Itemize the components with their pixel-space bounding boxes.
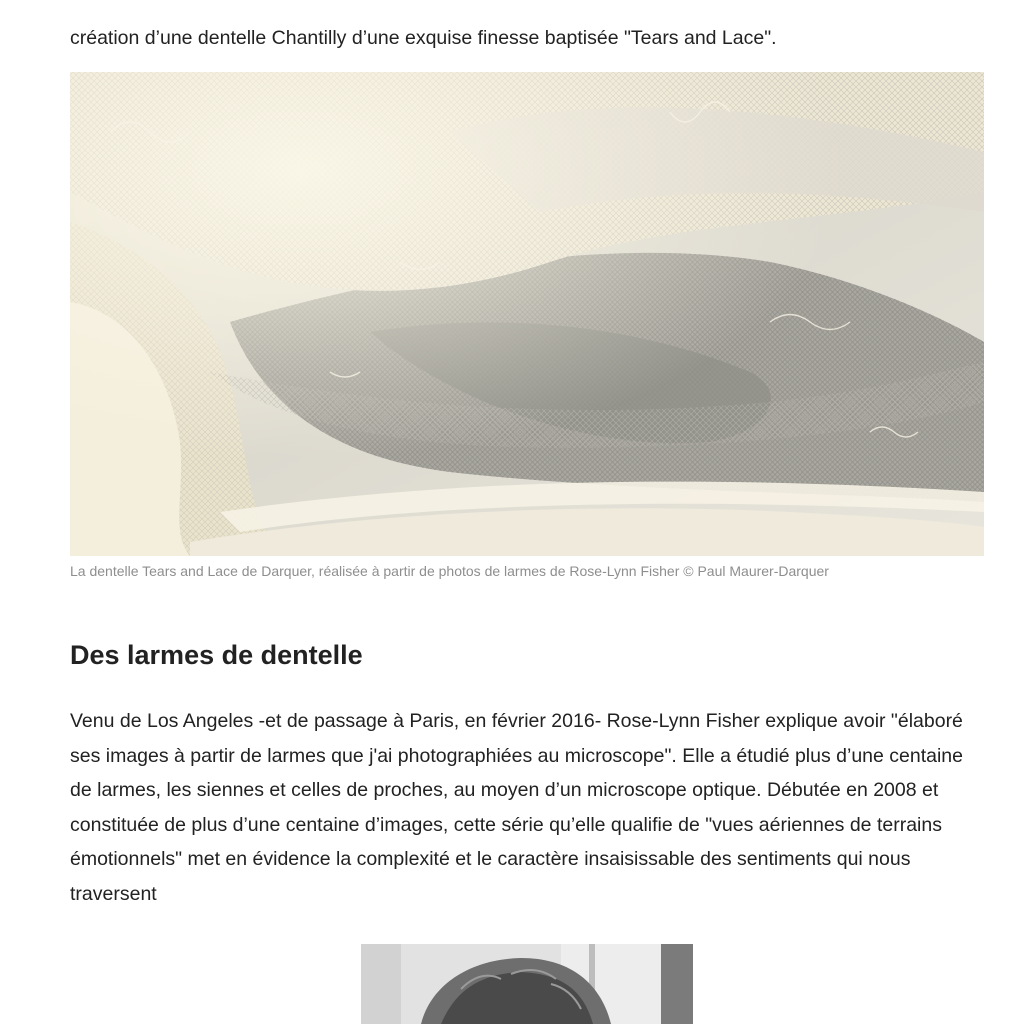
portrait-photo bbox=[361, 944, 693, 1024]
figure-caption: La dentelle Tears and Lace de Darquer, réalisée à partir de photos de larmes de Rose-Lynn Fisher © Paul Maurer-Darquer bbox=[70, 563, 829, 579]
intro-paragraph: création d’une dentelle Chantilly d’une exquise finesse baptisée "Tears and Lace". bbox=[70, 26, 777, 49]
lace-figure bbox=[70, 72, 984, 581]
section-heading: Des larmes de dentelle bbox=[70, 640, 363, 670]
portrait-photo-illustration bbox=[361, 944, 693, 1024]
section-paragraph: Venu de Los Angeles -et de passage à Paris, en février 2016- Rose-Lynn Fisher explique avoir "élaboré ses images à partir de larmes que j'ai photographiées au microscope". Elle a étudié plus d’une centaine de larmes, les siennes et celles de proches, au moyen d’un microscope optique. Débutée en 2008 et constituée de plus d’une centaine d’images, cette série qu’elle qualifie de "vues aériennes de terrains émotionnels" met en évidence la complexité et le caractère insaisissable des sentiments qui nous traversent bbox=[70, 710, 964, 905]
lace-photo bbox=[70, 72, 984, 556]
lace-photo-illustration bbox=[70, 72, 984, 556]
